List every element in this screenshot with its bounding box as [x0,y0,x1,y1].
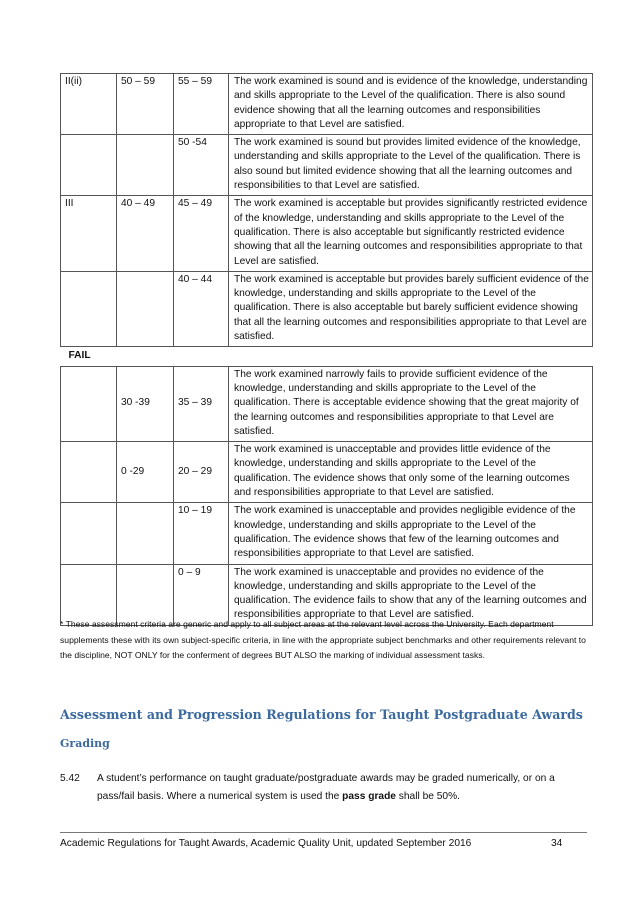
band-cell [117,271,174,346]
band-cell: 40 – 49 [117,196,174,271]
range-cell: 50 -54 [174,135,229,196]
fail-heading-row [61,347,593,366]
table-row [61,366,593,441]
range-cell: 0 – 9 [174,564,229,625]
table-row [61,503,593,564]
grade-criteria-table [60,73,593,626]
class-cell [61,442,117,503]
table-row [61,74,593,135]
table-row [61,564,593,625]
band-cell [117,503,174,564]
band-cell [117,564,174,625]
table-row [61,135,593,196]
class-cell [61,135,117,196]
band-cell [117,135,174,196]
description-cell: The work examined narrowly fails to provide sufficient evidence of the knowledge, understanding and skills appropriate to the Level of the qualification. There is acceptable evidence showing that the great majority of the learning outcomes and responsibilities appropriate to that Level are satisfied. [229,366,593,441]
description-cell: The work examined is unacceptable and provides no evidence of the knowledge, understanding and skills appropriate to the Level of the qualification. The evidence fails to show that any of the learning outcomes and responsibilities appropriate to that Level are satisfied. [229,564,593,625]
band-cell: 50 – 59 [117,74,174,135]
class-cell: II(ii) [61,74,117,135]
paragraph-number: 5.42 [60,773,80,784]
subsection-heading: Grading [60,737,110,750]
range-cell: 40 – 44 [174,271,229,346]
footnote: * These assessment criteria are generic and apply to all subject areas at the relevant level across the University. Each department supplements these with its own subject-specific criteria, in line with the appropriate subject benchmarks and other requirements relevant to the discipline, NOT ONLY for the conferment of degrees BUT ALSO the marking of individual assessment tasks. [60,619,586,660]
description-cell: The work examined is unacceptable and provides negligible evidence of the knowledge, understanding and skills appropriate to the Level of the qualification. The evidence shows that few of the learning outcomes and responsibilities appropriate to that Level are satisfied. [229,503,593,564]
page-number: 34 [551,838,563,849]
footer-title: Academic Regulations for Taught Awards, Academic Quality Unit, updated September 2016 [60,838,472,849]
pass-grade-term: pass grade [342,791,396,802]
band-cell: 0 -29 [117,442,174,503]
range-cell: 20 – 29 [174,442,229,503]
description-cell: The work examined is acceptable but provides significantly restricted evidence of the knowledge, understanding and skills appropriate to the Level of the qualification. There is also acceptable but significantly restricted evidence showing that all the learning outcomes and responsibilities appropriate to that Level are satisfied. [229,196,593,271]
class-cell [61,564,117,625]
range-cell: 35 – 39 [174,366,229,441]
description-cell: The work examined is sound and is evidence of the knowledge, understanding and skills appropriate to the Level of the qualification. There is also sound evidence showing that all the learning outcomes and responsibilities appropriate to that Level are satisfied. [229,74,593,135]
paragraph-text-before: A student’s performance on taught graduate/postgraduate awards may be graded numerically, or on a pass/fail basis. Where a numerical system is used the [97,773,555,802]
footer-divider [60,832,587,833]
range-cell: 10 – 19 [174,503,229,564]
range-cell: 45 – 49 [174,196,229,271]
class-cell [61,366,117,441]
table-row [61,442,593,503]
range-cell: 55 – 59 [174,74,229,135]
paragraph-text [97,770,592,806]
table-row [61,196,593,271]
paragraph-text-after: shall be 50%. [395,791,460,802]
description-cell: The work examined is unacceptable and provides little evidence of the knowledge, understanding and skills appropriate to the Level of the qualification. The evidence shows that only some of the learning outcomes and responsibilities appropriate to that Level are satisfied. [229,442,593,503]
table-row [61,271,593,346]
class-cell [61,271,117,346]
fail-label: FAIL [61,347,593,366]
description-cell: The work examined is sound but provides limited evidence of the knowledge, understanding and skills appropriate to the Level of the qualification. There is also sound but limited evidence showing that all the learning outcomes and responsibilities to that Level are satisfied. [229,135,593,196]
description-cell: The work examined is acceptable but provides barely sufficient evidence of the knowledge, understanding and skills appropriate to the Level of the qualification. There is also acceptable but barely sufficient evidence showing that all the learning outcomes and responsibilities appropriate to that Level are satisfied. [229,271,593,346]
class-cell [61,503,117,564]
section-heading: Assessment and Progression Regulations for Taught Postgraduate Awards [60,707,583,722]
band-cell: 30 -39 [117,366,174,441]
class-cell: III [61,196,117,271]
